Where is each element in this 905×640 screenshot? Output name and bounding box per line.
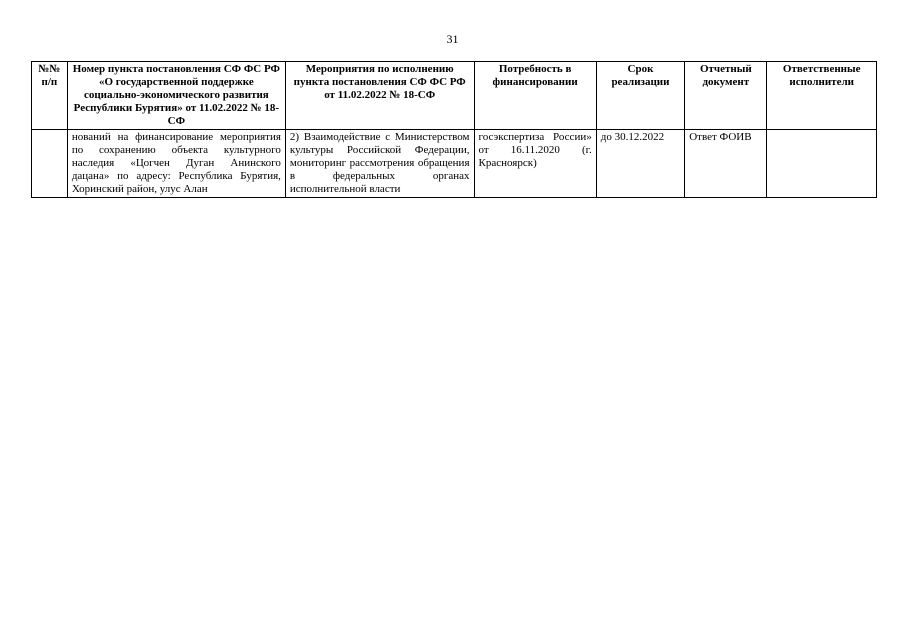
cell-funding-need: госэкспертиза России» от 16.11.2020 (г. Красноярск) [474,130,596,198]
header-deadline: Срок реализации [596,62,685,130]
header-funding-need: Потребность в финансировании [474,62,596,130]
header-responsible: Ответственные исполнители [767,62,877,130]
table-row [32,130,877,198]
cell-number [32,130,68,198]
header-report-document: Отчетный документ [685,62,767,130]
cell-resolution-item: нований на финансирование мероприятия по сохранению объекта культурного наследия «Цогчен Дуган Анинского дацана» по адресу: Республика Бурятия, Хоринский район, улус Алан [67,130,285,198]
cell-measures: 2) Взаимодействие с Министерством культуры Российской Федерации, мониторинг рассмотрения обращения в федеральных органах исполнительной власти [285,130,474,198]
header-resolution-item: Номер пункта постановления СФ ФС РФ «О государственной поддержке социально-экономического развития Республики Бурятия» от 11.02.2022 № 18-СФ [67,62,285,130]
measures-table [31,61,877,198]
header-measures: Мероприятия по исполнению пункта постановления СФ ФС РФ от 11.02.2022 № 18-СФ [285,62,474,130]
header-number: №№ п/п [32,62,68,130]
cell-responsible [767,130,877,198]
cell-deadline: до 30.12.2022 [596,130,685,198]
page-number: 31 [446,32,459,46]
cell-report-document: Ответ ФОИВ [685,130,767,198]
table-header-row [32,62,877,130]
